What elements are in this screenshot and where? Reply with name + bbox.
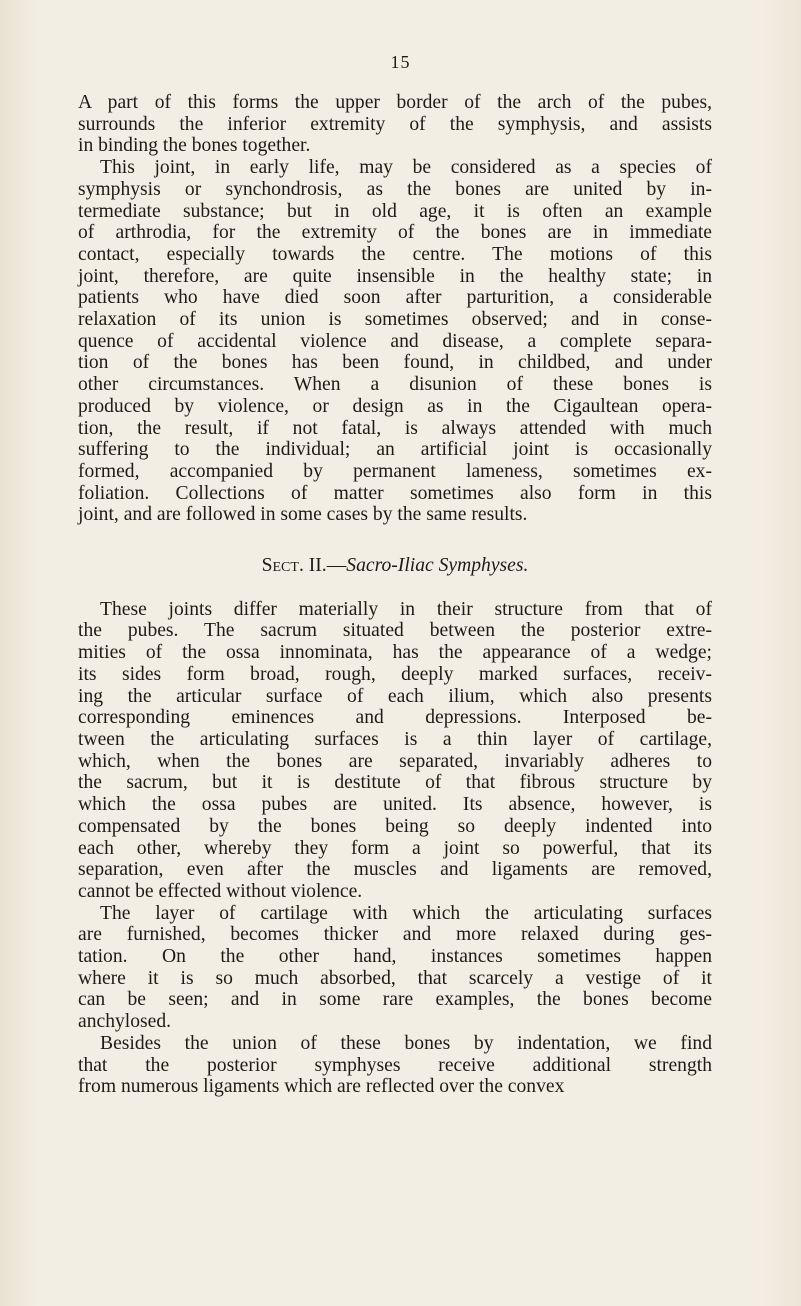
text-line: other circumstances. When a disunion of these bones is: [78, 374, 712, 396]
text-line: from numerous ligaments which are reflected over the convex: [78, 1076, 565, 1098]
text-line: symphysis or synchondrosis, as the bones are united by in-: [78, 178, 712, 200]
text-line: ing the articular surface of each ilium, which also presents: [78, 685, 712, 707]
text-line: can be seen; and in some rare examples, the bones become: [78, 989, 712, 1011]
text-line: its sides form broad, rough, deeply marked surfaces, receiv-: [78, 663, 712, 685]
text-line: separation, even after the muscles and ligaments are removed,: [78, 859, 712, 881]
paragraphs-after-section: [78, 599, 712, 1098]
text-line: joint, therefore, are quite insensible in the healthy state; in: [78, 265, 712, 287]
text-line: contact, especially towards the centre. The motions of this: [78, 243, 712, 265]
text-line: quence of accidental violence and disease, a complete separa-: [78, 330, 712, 352]
paragraph: [78, 92, 712, 157]
text-line: that the posterior symphyses receive additional strength: [78, 1054, 712, 1076]
text-line: Besides the union of these bones by indentation, we find: [100, 1032, 712, 1054]
section-heading: [78, 555, 712, 577]
text-line: tion, the result, if not fatal, is always attended with much: [78, 417, 712, 439]
text-line: the sacrum, but it is destitute of that fibrous structure by: [78, 772, 712, 794]
body-text: [78, 92, 712, 1098]
text-line: in binding the bones together.: [78, 135, 311, 157]
text-line: tation. On the other hand, instances sometimes happen: [78, 946, 712, 968]
paragraph: [78, 599, 712, 903]
text-line: of arthrodia, for the extremity of the bones are in immediate: [78, 222, 712, 244]
text-line: tween the articulating surfaces is a thin layer of cartilage,: [78, 728, 712, 750]
text-line: the pubes. The sacrum situated between the posterior extre-: [78, 620, 712, 642]
paragraph: [78, 903, 712, 1033]
text-line: anchylosed.: [78, 1011, 172, 1033]
text-line: compensated by the bones being so deeply indented into: [78, 815, 712, 837]
text-line: A part of this forms the upper border of the arch of the pubes,: [78, 92, 712, 113]
text-line: corresponding eminences and depressions. Interposed be-: [78, 707, 712, 729]
text-line: cannot be effected without violence.: [78, 880, 363, 902]
text-line: each other, whereby they form a joint so powerful, that its: [78, 837, 712, 859]
text-line: tion of the bones has been found, in childbed, and under: [78, 352, 712, 374]
text-line: produced by violence, or design as in the Cigaultean opera-: [78, 395, 712, 417]
text-line: formed, accompanied by permanent lameness, sometimes ex-: [78, 460, 712, 482]
text-line: termediate substance; but in old age, it is often an example: [78, 200, 712, 222]
text-line: which, when the bones are separated, invariably adheres to: [78, 750, 712, 772]
text-line: surrounds the inferior extremity of the symphysis, and assists: [78, 113, 712, 135]
text-line: are furnished, becomes thicker and more relaxed during ges-: [78, 924, 712, 946]
paragraphs-before-section: [78, 92, 712, 526]
text-line: where it is so much absorbed, that scarcely a vestige of it: [78, 967, 712, 989]
text-line: This joint, in early life, may be considered as a species of: [100, 157, 712, 179]
text-line: which the ossa pubes are united. Its absence, however, is: [78, 794, 712, 816]
page-number: 15: [390, 52, 411, 72]
section-label: Sect. II.: [261, 555, 327, 577]
text-line: These joints differ materially in their structure from that of: [100, 598, 712, 620]
section-title: Sacro-Iliac Symphyses.: [346, 555, 529, 577]
text-line: foliation. Collections of matter sometimes also form in this: [78, 482, 712, 504]
text-line: joint, and are followed in some cases by the same results.: [78, 504, 528, 526]
section-dash: —: [326, 555, 347, 577]
text-line: suffering to the individual; an artificial joint is occasionally: [78, 439, 712, 461]
text-line: The layer of cartilage with which the articulating surfaces: [100, 902, 712, 924]
text-line: patients who have died soon after parturition, a considerable: [78, 287, 712, 309]
paragraph: [78, 157, 712, 526]
text-line: relaxation of its union is sometimes observed; and in conse-: [78, 309, 712, 331]
paragraph: [78, 1033, 712, 1098]
text-line: mities of the ossa innominata, has the appearance of a wedge;: [78, 642, 712, 664]
